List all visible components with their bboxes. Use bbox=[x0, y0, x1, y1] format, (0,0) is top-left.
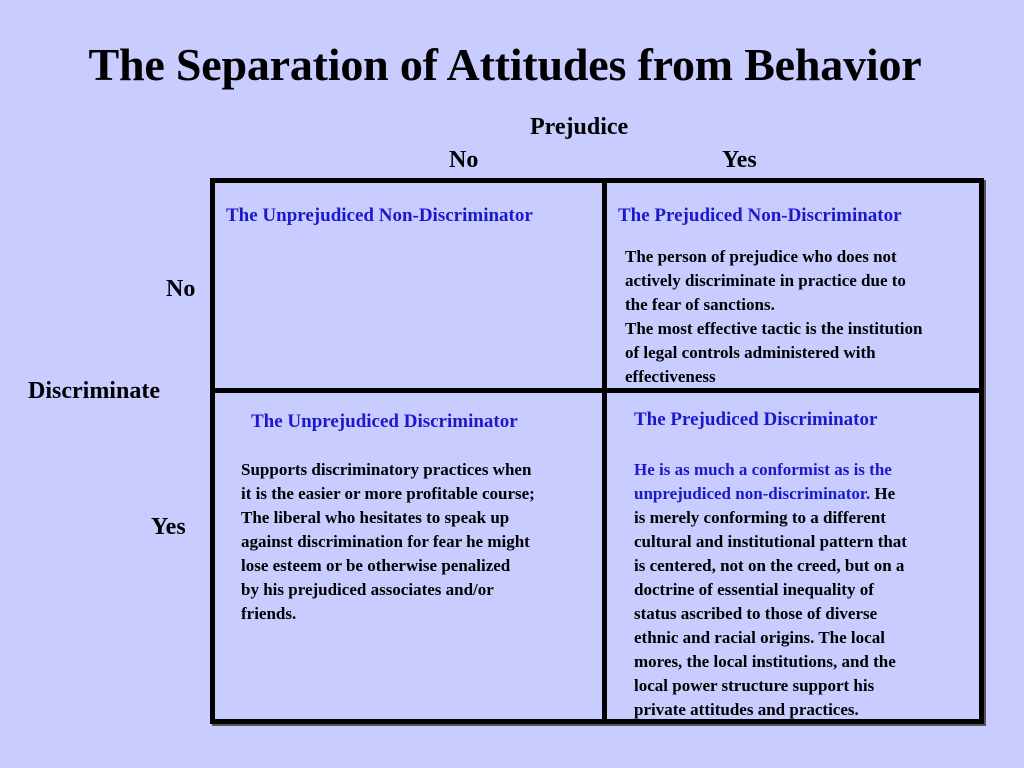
body-line: is centered, not on the creed, but on a bbox=[634, 556, 905, 575]
body-line-mixed bbox=[634, 482, 907, 506]
body-text-span: He bbox=[870, 484, 896, 503]
cell-body-prejudiced-discriminator bbox=[634, 458, 907, 722]
body-line: local power structure support his bbox=[634, 676, 875, 695]
matrix-vertical-divider bbox=[602, 178, 607, 724]
body-line: private attitudes and practices. bbox=[634, 700, 859, 719]
cell-title-unprejudiced-non-discriminator: The Unprejudiced Non-Discriminator bbox=[226, 205, 533, 226]
page-title: The Separation of Attitudes from Behavior bbox=[88, 39, 922, 90]
body-line: ethnic and racial origins. The local bbox=[634, 628, 885, 647]
body-line: doctrine of essential inequality of bbox=[634, 580, 874, 599]
column-axis-label: Prejudice bbox=[530, 114, 629, 140]
row-label-no: No bbox=[166, 276, 196, 302]
body-line: mores, the local institutions, and the bbox=[634, 652, 896, 671]
cell-body-unprejudiced-discriminator bbox=[241, 458, 535, 626]
body-line: of legal controls administered with bbox=[625, 343, 876, 362]
column-label-no: No bbox=[449, 147, 479, 173]
body-line: Supports discriminatory practices when bbox=[241, 460, 532, 479]
body-line: The most effective tactic is the institution bbox=[625, 319, 923, 338]
row-label-yes: Yes bbox=[151, 514, 186, 540]
body-line: it is the easier or more profitable course; bbox=[241, 484, 535, 503]
body-highlight-span: unprejudiced non-discriminator. bbox=[634, 484, 871, 503]
body-line: by his prejudiced associates and/or bbox=[241, 580, 494, 599]
column-label-yes: Yes bbox=[722, 147, 757, 173]
cell-title-unprejudiced-discriminator: The Unprejudiced Discriminator bbox=[251, 411, 518, 432]
cell-title-prejudiced-non-discriminator: The Prejudiced Non-Discriminator bbox=[618, 205, 902, 226]
body-line: effectiveness bbox=[625, 367, 716, 386]
body-line: cultural and institutional pattern that bbox=[634, 532, 907, 551]
body-line: lose esteem or be otherwise penalized bbox=[241, 556, 511, 575]
body-line: status ascribed to those of diverse bbox=[634, 604, 878, 623]
body-line-highlight: He is as much a conformist as is the bbox=[634, 460, 892, 479]
cell-title-prejudiced-discriminator: The Prejudiced Discriminator bbox=[634, 409, 878, 430]
body-line: The liberal who hesitates to speak up bbox=[241, 508, 510, 527]
row-axis-label: Discriminate bbox=[28, 378, 160, 404]
body-line: against discrimination for fear he might bbox=[241, 532, 530, 551]
cell-body-prejudiced-non-discriminator bbox=[625, 245, 922, 389]
body-line: friends. bbox=[241, 604, 297, 623]
body-line: is merely conforming to a different bbox=[634, 508, 886, 527]
body-line: actively discriminate in practice due to bbox=[625, 271, 906, 290]
body-line: The person of prejudice who does not bbox=[625, 247, 897, 266]
body-line: the fear of sanctions. bbox=[625, 295, 775, 314]
